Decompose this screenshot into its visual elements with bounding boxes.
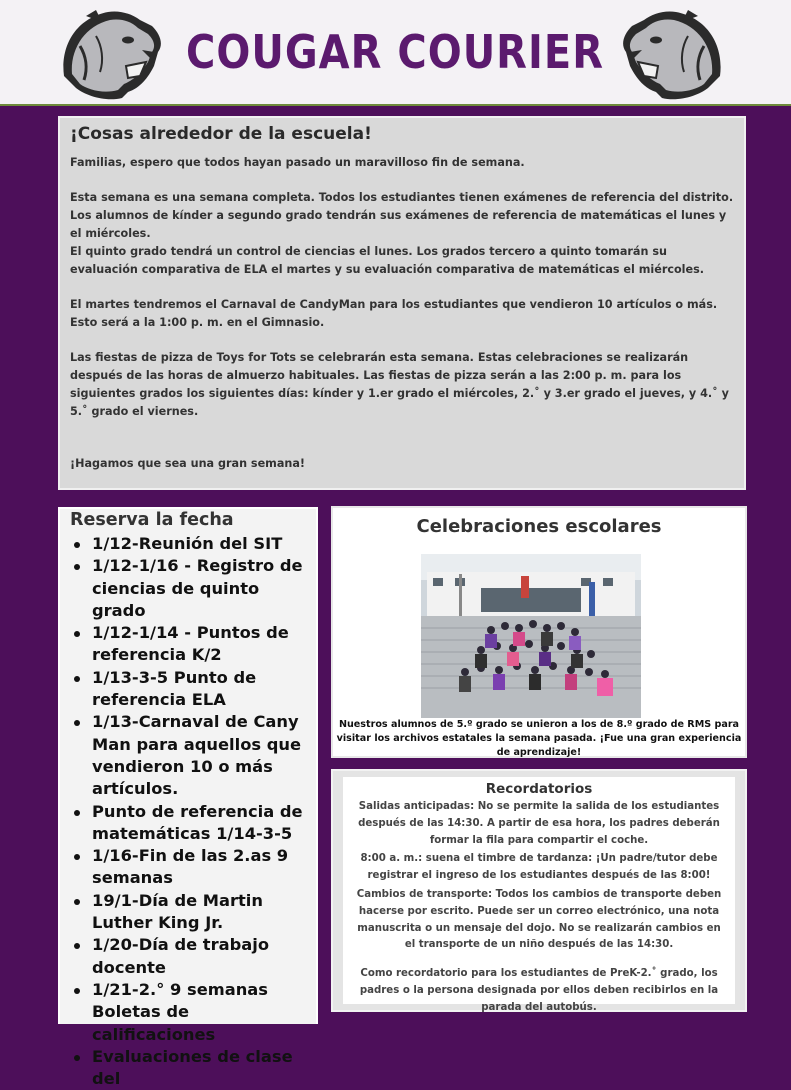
news-greeting: Familias, espero que todos hayan pasado un maravilloso fin de semana.: [70, 156, 525, 169]
reminder-bus-stop: Como recordatorio para los estudiantes de PreK-2.˚ grado, los padres o la persona designada por ellos deben recibirlos en la parada del autobús.: [359, 968, 719, 1013]
list-item: Evaluaciones de clase del: [80, 1046, 312, 1090]
school-news-panel: [58, 116, 746, 490]
group-photo: [421, 554, 641, 718]
cougar-mascot-icon: [618, 6, 728, 102]
masthead-banner: [0, 0, 791, 106]
reminder-early-dismissal: Salidas anticipadas: No se permite la salida de los estudiantes después de las 14:30. A partir de esa hora, los padres deberán formar la fila para compartir el coche.: [358, 801, 720, 846]
list-item: Punto de referencia de matemáticas 1/14-3-5: [80, 801, 312, 846]
news-paragraph-pizza-parties: Las fiestas de pizza de Toys for Tots se celebrarán esta semana. Estas celebraciones se realizarán después de las horas de almuerzo habituales. Las fiestas de pizza serán a las 2:00 p. m. para los siguientes grados los siguientes días: kínder y 1.er grado el miércoles, 2.˚ y 3.er grado el jueves, y 4.˚ y 5.˚ grado el viernes.: [70, 351, 729, 418]
list-item: 19/1-Día de Martin Luther King Jr.: [80, 890, 312, 935]
list-item: 1/12-Reunión del SIT: [80, 533, 312, 555]
news-closing: ¡Hagamos que sea una gran semana!: [70, 457, 305, 470]
list-item: 1/13-Carnaval de Cany Man para aquellos que vendieron 10 o más artículos.: [80, 711, 312, 800]
news-paragraph-fifth-grade: El quinto grado tendrá un control de ciencias el lunes. Los grados tercero a quinto tomarán su evaluación comparativa de ELA el martes y su evaluación comparativa de matemáticas el miércoles.: [70, 245, 704, 276]
reminders-panel: [331, 769, 747, 1012]
reminders-heading: Recordatorios: [485, 781, 593, 797]
reminder-transport-changes: Cambios de transporte: Todos los cambios de transporte deben hacerse por escrito. Puede ser un correo electrónico, una nota manuscrita o un mensaje del dojo. No se realizarán cambios en el transporte de un niño después de las 14:30.: [356, 888, 722, 951]
celebrations-panel: [331, 506, 747, 758]
news-paragraph-carnival: El martes tendremos el Carnaval de CandyMan para los estudiantes que vendieron 10 artículos o más. Esto será a la 1:00 p. m. en el Gimnasio.: [70, 298, 718, 329]
list-item: 1/20-Día de trabajo docente: [80, 934, 312, 979]
save-the-date-panel: [58, 507, 318, 1089]
celebrations-heading: Celebraciones escolares: [416, 516, 662, 537]
list-item: 1/12-1/16 - Registro de ciencias de quinto grado: [80, 555, 312, 622]
photo-caption: Nuestros alumnos de 5.º grado se unieron a los de 8.º grado de RMS para visitar los archivos estatales la semana pasada. ¡Fue una gran experiencia de aprendizaje!: [336, 719, 742, 758]
newsletter-title: COUGAR COURIER: [185, 26, 604, 80]
news-heading: ¡Cosas alrededor de la escuela!: [70, 124, 372, 144]
save-the-date-heading: Reserva la fecha: [70, 510, 234, 530]
save-the-date-list: [70, 533, 312, 1090]
reminder-tardy-bell: 8:00 a. m.: suena el timbre de tardanza: ¡Un padre/tutor debe registrar el ingreso de los estudiantes después de las 8:00!: [360, 853, 718, 882]
list-item: 1/16-Fin de las 2.as 9 semanas: [80, 845, 312, 890]
list-item: 1/21-2.° 9 semanas Boletas de calificaciones: [80, 979, 312, 1046]
news-paragraph-benchmarks: Esta semana es una semana completa. Todos los estudiantes tienen exámenes de referencia del distrito. Los alumnos de kínder a segundo grado tendrán sus exámenes de referencia de matemáticas el lunes y el miércoles.: [70, 191, 734, 240]
list-item: 1/13-3-5 Punto de referencia ELA: [80, 667, 312, 712]
list-item: 1/12-1/14 - Puntos de referencia K/2: [80, 622, 312, 667]
cougar-mascot-icon: [56, 6, 166, 102]
